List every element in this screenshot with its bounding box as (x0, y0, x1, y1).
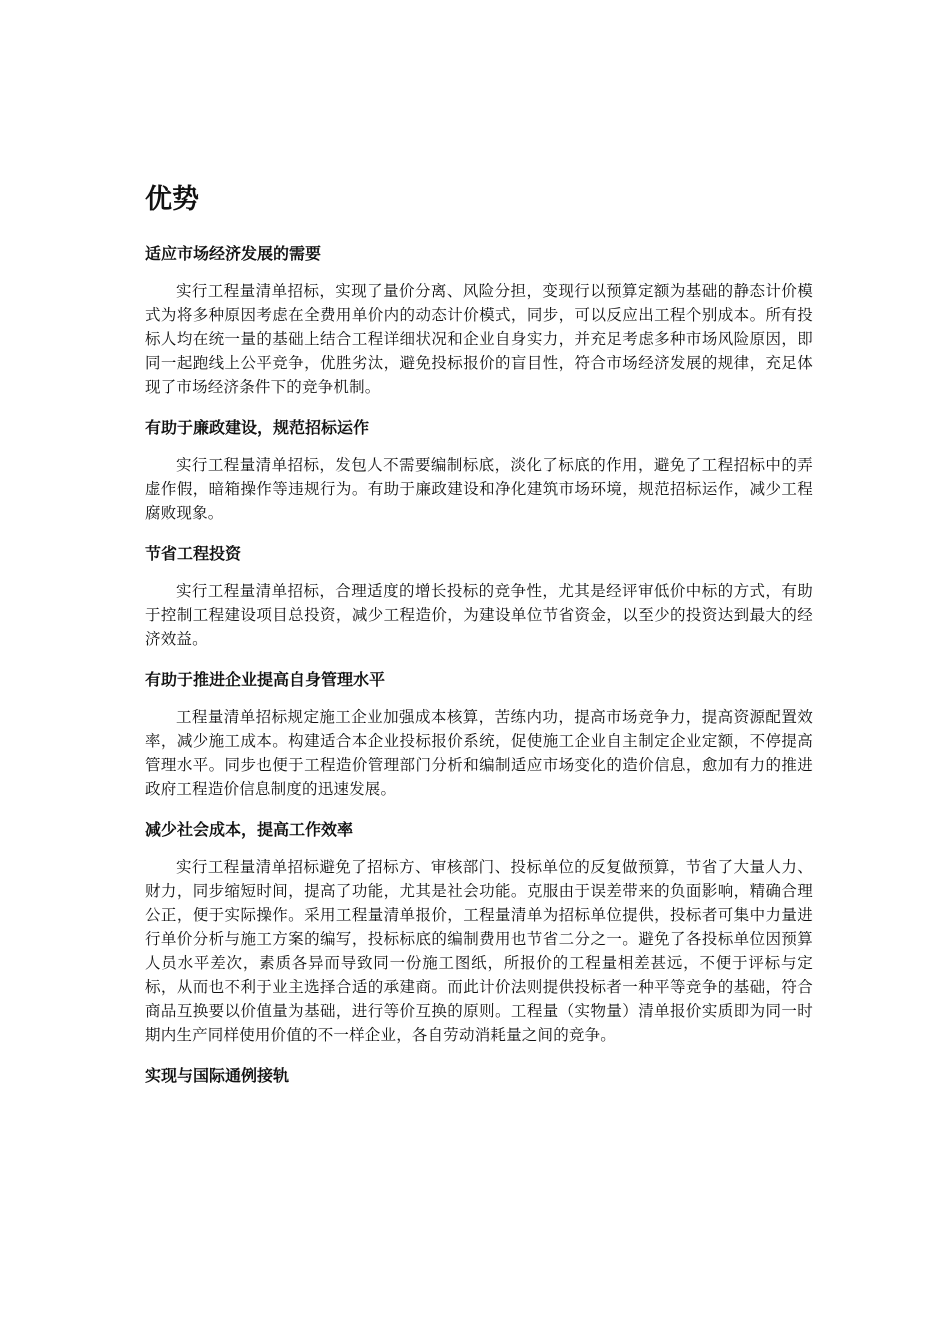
section-heading-save-investment: 节省工程投资 (145, 544, 242, 563)
section-heading-integrity: 有助于廉政建设，规范招标运作 (145, 418, 370, 437)
section-body-management: 工程量清单招标规定施工企业加强成本核算，苦练内功，提高市场竞争力，提高资源配置效率，减少施工成本。构建适合本企业投标报价系统，促使施工企业自主制定企业定额，不停提高管理水平。同步也便于工程造价管理部门分析和编制适应市场变化的造价信息，愈加有力的推进政府工程造价信息制度的迅速发展。 (145, 708, 813, 798)
document-page (145, 178, 813, 1101)
section-heading-social-cost: 减少社会成本，提高工作效率 (145, 820, 354, 839)
section-body-social-cost: 实行工程量清单招标避免了招标方、审核部门、投标单位的反复做预算，节省了大量人力、财力，同步缩短时间，提高了功能，尤其是社会功能。克服由于误差带来的负面影响，精确合理公正，便于实际操作。采用工程量清单报价，工程量清单为招标单位提供，投标者可集中力量进行单价分析与施工方案的编写，投标标底的编制费用也节省二分之一。避免了各投标单位因预算人员水平差次，素质各异而导致同一份施工图纸，所报价的工程量相差甚远，不便于评标与定标，从而也不利于业主选择合适的承建商。而此计价法则提供投标者一种平等竞争的基础，符合商品互换要以价值量为基础，进行等价互换的原则。工程量（实物量）清单报价实质即为同一时期内生产同样使用价值的不一样企业，各自劳动消耗量之间的竞争。 (145, 858, 813, 1044)
document-title: 优势 (145, 184, 199, 215)
section-body-integrity: 实行工程量清单招标，发包人不需要编制标底，淡化了标底的作用，避免了工程招标中的弄虚作假，暗箱操作等违规行为。有助于廉政建设和净化建筑市场环境，规范招标运作，减少工程腐败现象。 (145, 456, 813, 522)
section-heading-market-economy: 适应市场经济发展的需要 (145, 244, 322, 263)
section-heading-international: 实现与国际通例接轨 (145, 1066, 290, 1085)
section-heading-management: 有助于推进企业提高自身管理水平 (145, 670, 386, 689)
section-body-market-economy: 实行工程量清单招标，实现了量价分离、风险分担，变现行以预算定额为基础的静态计价模式为将多种原因考虑在全费用单价内的动态计价模式，同步，可以反应出工程个别成本。所有投标人均在统一量的基础上结合工程详细状况和企业自身实力，并充足考虑多种市场风险原因，即同一起跑线上公平竞争，优胜劣汰，避免投标报价的盲目性，符合市场经济发展的规律，充足体现了市场经济条件下的竞争机制。 (145, 282, 813, 396)
section-body-save-investment: 实行工程量清单招标，合理适度的增长投标的竞争性，尤其是经评审低价中标的方式，有助于控制工程建设项目总投资，减少工程造价，为建设单位节省资金，以至少的投资达到最大的经济效益。 (145, 582, 813, 648)
